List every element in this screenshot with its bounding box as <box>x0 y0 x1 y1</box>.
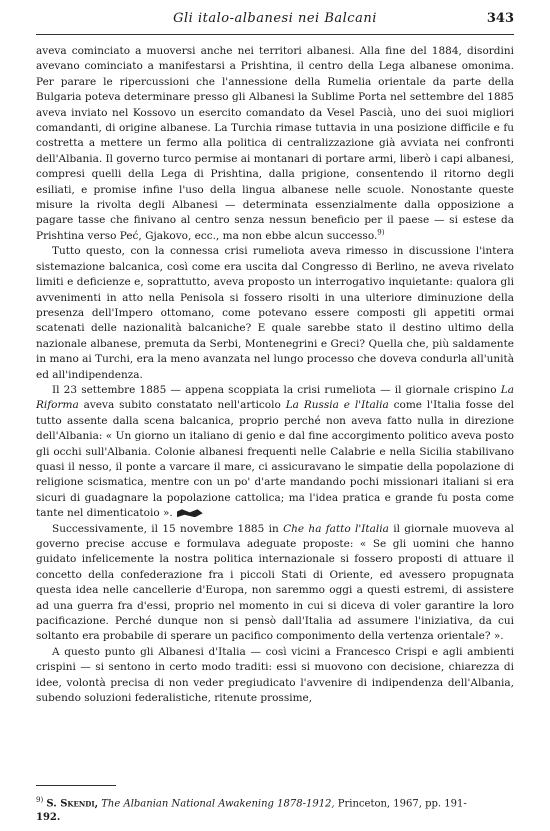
footnote-rule <box>36 785 116 786</box>
paragraph-4 <box>36 522 514 645</box>
paragraph-3-text-b: aveva subito constatato nell'articolo <box>78 399 286 412</box>
paragraph-5: A questo punto gli Albanesi d'Italia — così vicini a Francesco Crispi e agli ambienti crispini — si sentono in certo modo traditi: essi si muovono con decisione, chiarezza di idee, volontà precisa di non veder pregiudicato l'avvenire di indipendenza dell'Albania, subendo soluzioni federalistiche, ritenute prossime, <box>36 645 514 705</box>
footnote-reference: 9) <box>377 228 385 237</box>
paragraph-3 <box>36 383 514 522</box>
newspaper-title: La Riforma <box>36 383 514 412</box>
paragraph-1 <box>36 44 514 244</box>
paragraph-3-text-c: come l'Italia fosse del tutto assente dalla scena balcanica, proprio perché non aveva fatto nulla in direzione dell'Albania: « Un giorno un italiano di genio e dal fine accorgimento politico aveva posto gli occhi sull'Albania. Colonie albanesi frequenti nelle Calabrie e nella Sicilia stabilivano quasi il nesso, il ponte a varcare il mare, ci assicuravano le simpatie della popolazione di religione scismatica, mentre con un po' d'arte mandando pochi missionari italiani si era sicuri di guadagnare la popolazione cattolica; ma l'idea pratica e grande fu posta come tante nel dimenticatoio ». <box>36 399 514 520</box>
paragraph-2: Tutto questo, con la connessa crisi rumeliota aveva rimesso in discussione l'intera sistemazione balcanica, così come era uscita dal Congresso di Berlino, ne aveva rivelato limiti e deficienze e, soprattutto, aveva proposto un interrogativo inquietante: qualora gli avvenimenti in atto nella Penisola si fossero risolti in una ulteriore diminuzione della presenza dell'Impero ottomano, come potevano essere composti gli appetiti ormai scatenati delle nazionalità balcaniche? E quale sarebbe stato il destino ultimo della nazionale albanese, premuta da Serbi, Montenegrini e Greci? Quella che, più saldamente in mano ai Turchi, era la meno avanzata nel lungo processo che doveva condurla all'unità ed all'indipendenza. <box>36 245 514 381</box>
footnote-publication: Princeton, 1967, pp. 191- <box>337 798 467 810</box>
article-title-2: Che ha fatto l'Italia <box>283 522 389 535</box>
page-header <box>36 11 514 31</box>
page-number: 343 <box>486 11 514 26</box>
article-title: La Russia e l'Italia <box>285 399 389 412</box>
body-text <box>36 44 514 706</box>
footnote <box>36 793 514 825</box>
paragraph-1-text: aveva cominciato a muoversi anche nei territori albanesi. Alla fine del 1884, disordini avevano cominciato a manifestarsi a Prishtina, il centro della Lega albanese omonima. Per parare le ripercussioni che l'annessione della Rumelia orientale da parte della Bulgaria poteva determinare presso gli Albanesi la Sublime Porta nel settembre del 1885 aveva inviato nel Kossovo un esercito comandato da Vesel Pascià, uno dei suoi migliori comandanti, di origine albanese. La Turchia rimase tuttavia in una posizione difficile e fu costretta a mettere un fermo alla politica di centralizzazione già avviata nei confronti dell'Albania. Il governo turco permise ai montanari di portare armi, liberò i capi albanesi, compresi quelli della Lega di Prishtina, dalla prigione, consentendo il ritorno degli esiliati, e promise infine l'uso della lingua albanese nelle scuole. Nonostante queste misure la rivolta degli Albanesi — determinata essenzialmente dalla opposizione a pagare tasse che finivano al centro senza nessun beneficio per il paese — si estese da Prishtina verso Peć, Gjakovo, ecc., ma non ebbe alcun successo. <box>36 45 514 242</box>
footnote-continuation: 192. <box>36 812 61 824</box>
paragraph-3-text-a: Il 23 settembre 1885 — appena scoppiata la crisi rumeliota — il giornale crispino <box>52 383 501 396</box>
footnote-author: S. Skendi, <box>46 798 99 810</box>
header-rule <box>36 34 514 35</box>
paragraph-4-text-a: Successivamente, il 15 novembre 1885 in <box>52 522 284 535</box>
ink-blot <box>177 509 203 517</box>
running-title: Gli italo-albanesi nei Balcani <box>173 11 377 26</box>
footnote-book-title: The Albanian National Awakening 1878-1912, <box>101 798 335 810</box>
paragraph-4-text-b: il giornale muoveva al governo precise accuse e formulava adeguate proposte: « Se gli uomini che hanno guidato infelicemente la nostra politica internazionale si fossero proposti di attuare il concetto della confederazione fra i piccoli Stati di Oriente, ed avessero propugnata questa idea nelle cancellerie d'Europa, non saremmo oggi a questi estremi, di assistere ad una guerra fra d'essi, proprio nel momento in cui si diceva di voler garantire la loro pacificazione. Perché dunque non si pensò dall'Italia ad assumere l'iniziativa, da cui soltanto era probabile di sperare un pacifico componimento della vertenza orientale? ». <box>36 522 514 643</box>
footnote-mark: 9) <box>36 796 44 804</box>
